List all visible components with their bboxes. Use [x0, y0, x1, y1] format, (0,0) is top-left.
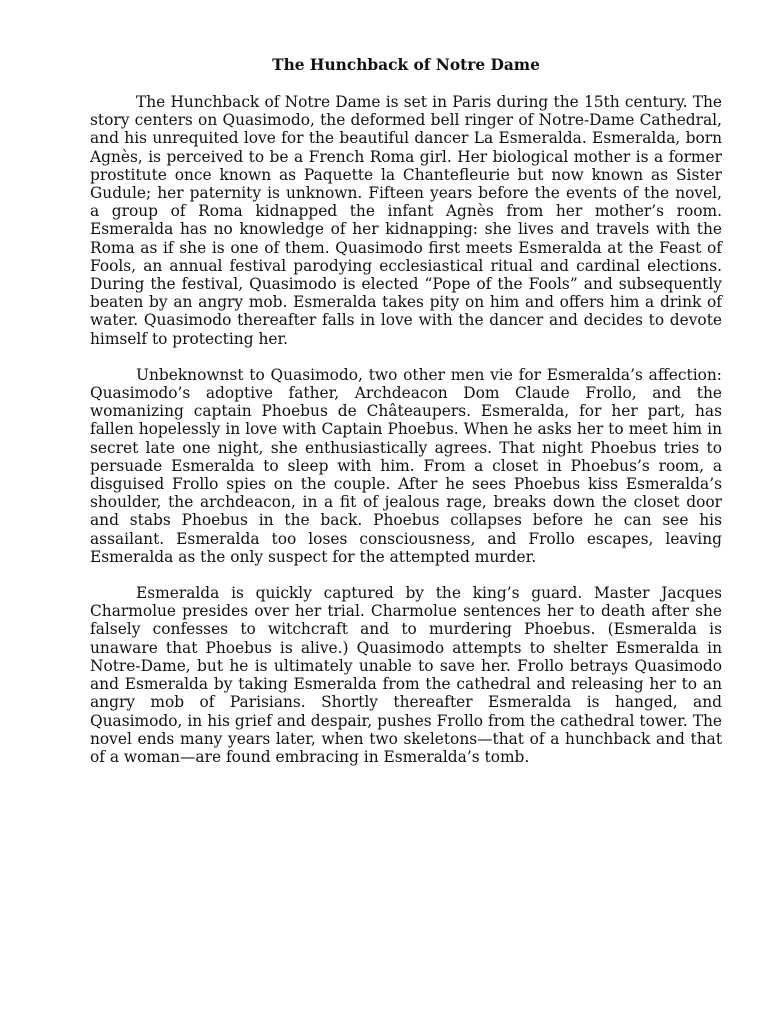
paragraph-3: Esmeralda is quickly captured by the king’s guard. Master Jacques Charmolue presides over her trial. Charmolue sentences her to death after she falsely confesses to witchcraft and to murdering Phoebus. (Esmeralda is unaware that Phoebus is alive.) Quasimodo attempts to shelter Esmeralda in Notre-Dame, but he is ultimately unable to save her. Frollo betrays Quasimodo and Esmeralda by taking Esmeralda from the cathedral and releasing her to an angry mob of Parisians. Shortly thereafter Esmeralda is hanged, and Quasimodo, in his grief and despair, pushes Frollo from the cathedral tower. The novel ends many years later, when two skeletons—that of a hunchback and that of a woman—are found embracing in Esmeralda’s tomb.	[90, 584, 722, 766]
document-title: The Hunchback of Notre Dame	[272, 56, 540, 74]
document-page	[90, 55, 722, 784]
paragraph-2: Unbeknownst to Quasimodo, two other men vie for Esmeralda’s affection: Quasimodo’s adoptive father, Archdeacon Dom Claude Frollo, and the womanizing captain Phoebus de Châteaupers. Esmeralda, for her part, has fallen hopelessly in love with Captain Phoebus. When he asks her to meet him in secret late one night, she enthusiastically agrees. That night Phoebus tries to persuade Esmeralda to sleep with him. From a closet in Phoebus’s room, a disguised Frollo spies on the couple. After he sees Phoebus kiss Esmeralda’s shoulder, the archdeacon, in a fit of jealous rage, breaks down the closet door and stabs Phoebus in the back. Phoebus collapses before he can see his assailant. Esmeralda too loses consciousness, and Frollo escapes, leaving Esmeralda as the only suspect for the attempted murder.	[90, 365, 722, 566]
paragraph-1: The Hunchback of Notre Dame is set in Paris during the 15th century. The story centers on Quasimodo, the deformed bell ringer of Notre-Dame Cathedral, and his unrequited love for the beautiful dancer La Esmeralda. Esmeralda, born Agnès, is perceived to be a French Roma girl. Her biological mother is a former prostitute once known as Paquette la Chantefleurie but now known as Sister Gudule; her paternity is unknown. Fifteen years before the events of the novel, a group of Roma kidnapped the infant Agnès from her mother’s room. Esmeralda has no knowledge of her kidnapping: she lives and travels with the Roma as if she is one of them. Quasimodo first meets Esmeralda at the Feast of Fools, an annual festival parodying ecclesiastical ritual and cardinal elections. During the festival, Quasimodo is elected “Pope of the Fools” and subsequently beaten by an angry mob. Esmeralda takes pity on him and offers him a drink of water. Quasimodo thereafter falls in love with the dancer and decides to devote himself to protecting her.	[90, 93, 722, 348]
